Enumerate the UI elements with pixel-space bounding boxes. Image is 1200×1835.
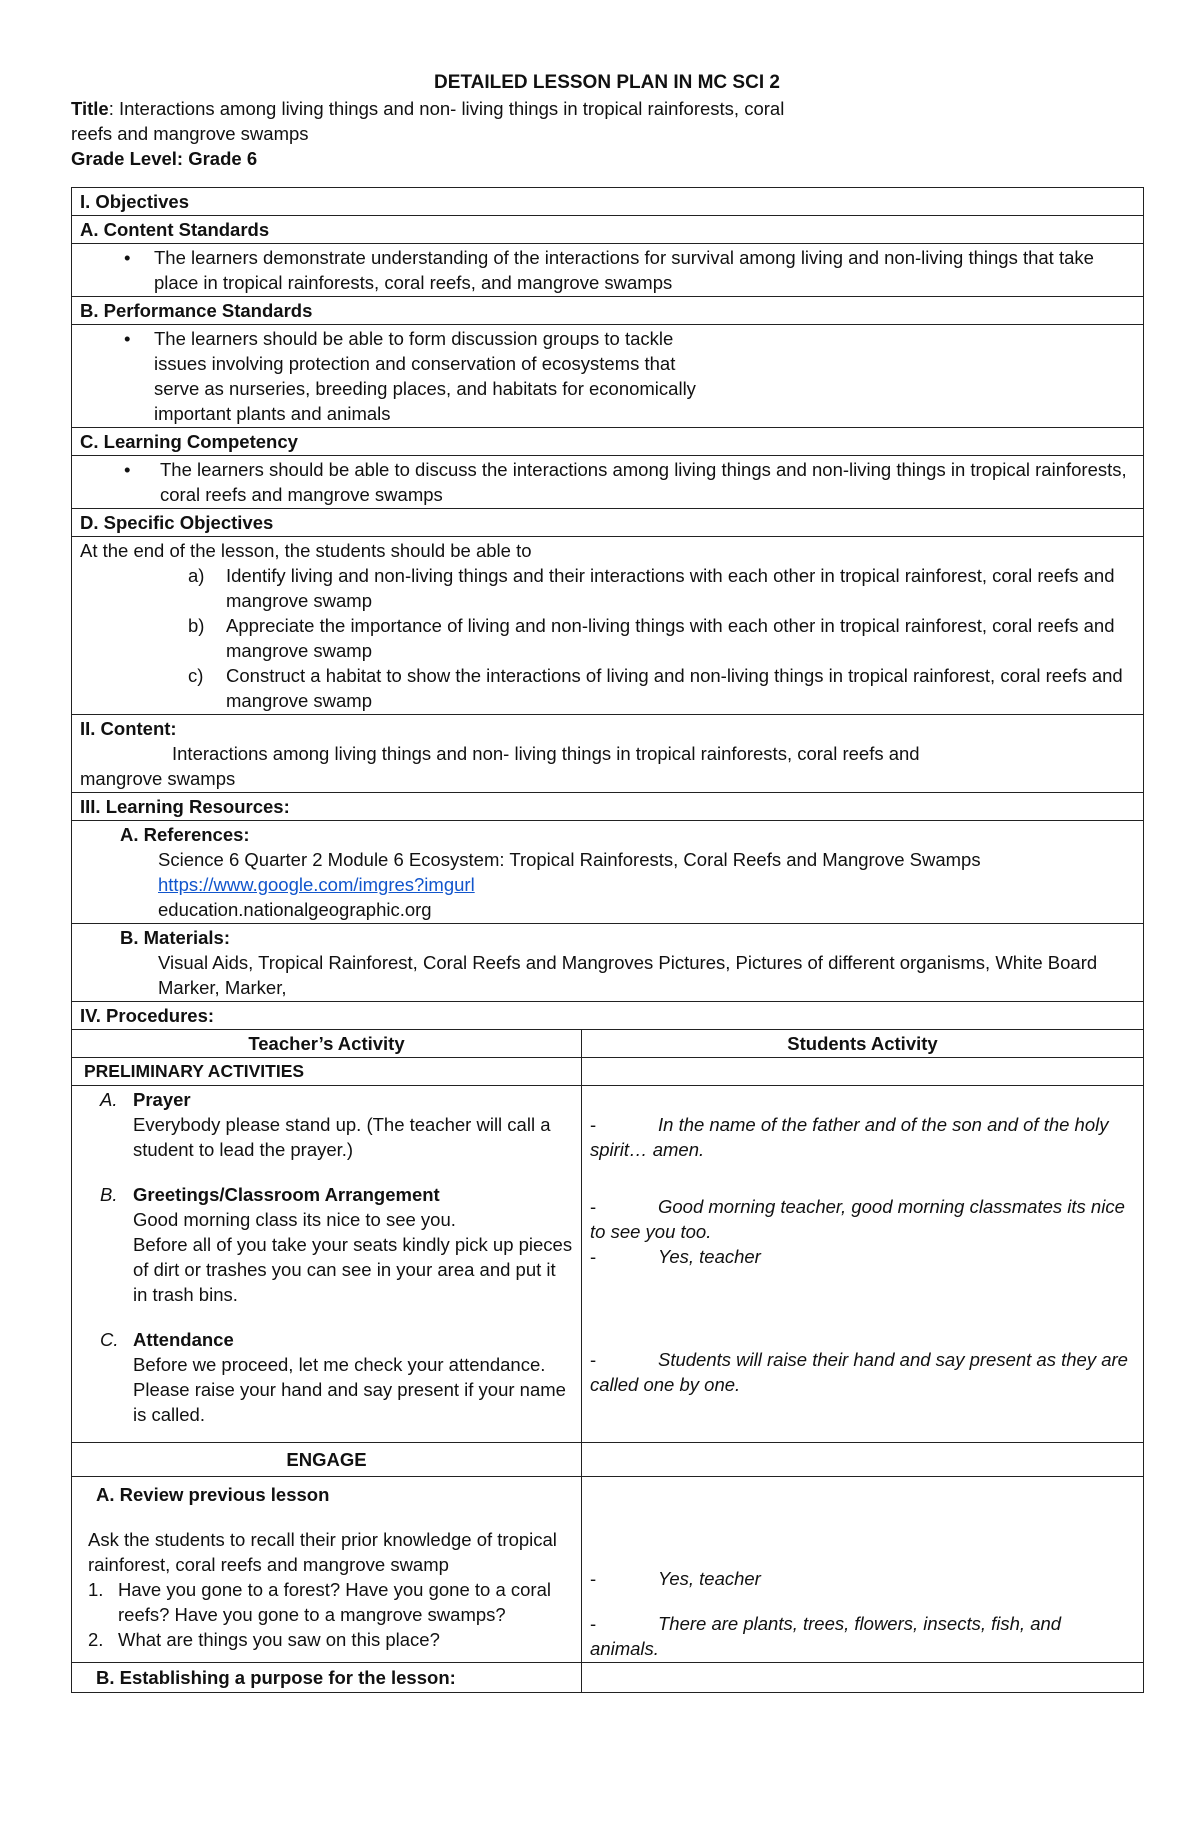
list-text: Appreciate the importance of living and non-living things with each other in tropical rainforest, coral reefs and mangrove swamp	[226, 615, 1115, 661]
specific-objectives-intro: At the end of the lesson, the students should be able to	[80, 540, 532, 561]
student-response	[590, 1566, 1135, 1591]
review-teacher-cell	[72, 1477, 582, 1663]
prayer-activity	[80, 1087, 573, 1162]
list-text: Have you gone to a forest? Have you gone to a coral reefs? Have you gone to a mangrove swamps?	[118, 1579, 551, 1625]
activity-marker: B.	[100, 1184, 118, 1205]
teacher-activity-header: Teacher’s Activity	[72, 1030, 582, 1058]
response-text: Yes, teacher	[658, 1568, 761, 1589]
lesson-title-line	[71, 96, 791, 146]
greetings-activity	[80, 1182, 573, 1307]
empty-cell	[582, 1443, 1144, 1477]
content-standards-label: A. Content Standards	[72, 216, 1144, 244]
attendance-activity	[80, 1327, 573, 1427]
list-marker: a)	[188, 565, 205, 586]
student-response	[590, 1244, 1135, 1269]
content-text-line2: mangrove swamps	[80, 768, 236, 789]
materials-text: Visual Aids, Tropical Rainforest, Coral Reefs and Mangroves Pictures, Pictures of different organisms, White Board Marker, Marker,	[158, 952, 1098, 998]
activity-text: Before all of you take your seats kindly pick up pieces of dirt or trashes you can see in your area and put it in trash bins.	[133, 1234, 573, 1305]
list-marker: 1.	[88, 1579, 104, 1600]
references-label: A. References:	[120, 824, 250, 845]
lesson-plan-page	[71, 70, 1143, 1693]
list-item	[188, 663, 1135, 713]
list-marker: b)	[188, 615, 205, 636]
purpose-label: B. Establishing a purpose for the lesson:	[72, 1663, 582, 1693]
materials-label: B. Materials:	[120, 927, 231, 948]
procedures-heading: IV. Procedures:	[72, 1002, 1144, 1030]
activity-marker: C.	[100, 1329, 119, 1350]
performance-line: serve as nurseries, breeding places, and habitats for economically	[154, 378, 696, 399]
student-response	[590, 1112, 1135, 1162]
list-item	[88, 1627, 573, 1652]
references-cell	[72, 821, 1144, 924]
response-dash: -	[590, 1568, 597, 1589]
content-text-line1: Interactions among living things and non- living things in tropical rainforests, coral reefs and	[172, 743, 920, 764]
content-heading: II. Content:	[80, 718, 177, 739]
grade-level-line	[71, 146, 1143, 171]
activity-marker: A.	[100, 1089, 118, 1110]
learning-competency-bullet: • The learners should be able to discuss the interactions among living things and non-living things in tropical rainforests, coral reefs and mangrove swamps	[80, 457, 1135, 507]
learning-competency-label: C. Learning Competency	[72, 428, 1144, 456]
response-text: There are plants, trees, flowers, insects, fish, and animals.	[590, 1613, 1062, 1659]
list-item	[188, 613, 1135, 663]
specific-objectives-label: D. Specific Objectives	[72, 509, 1144, 537]
reference-link[interactable]: https://www.google.com/imgres?imgurl	[158, 874, 475, 895]
students-activity-header: Students Activity	[582, 1030, 1144, 1058]
preliminary-teacher-cell	[72, 1086, 582, 1443]
review-intro: Ask the students to recall their prior knowledge of tropical rainforest, coral reefs and mangrove swamp	[88, 1529, 557, 1575]
student-response	[590, 1194, 1135, 1244]
lesson-plan-table	[71, 187, 1144, 1693]
activity-text: Everybody please stand up. (The teacher will call a student to lead the prayer.)	[133, 1114, 551, 1160]
student-response	[590, 1347, 1135, 1397]
resources-heading: III. Learning Resources:	[72, 793, 1144, 821]
response-text: Good morning teacher, good morning classmates its nice to see you too.	[590, 1196, 1125, 1242]
list-marker: 2.	[88, 1629, 104, 1650]
performance-line: • The learners should be able to form discussion groups to tackle	[154, 328, 674, 349]
specific-objectives-list	[80, 563, 1135, 713]
empty-cell	[582, 1663, 1144, 1693]
response-dash: -	[590, 1114, 597, 1135]
response-dash: -	[590, 1349, 597, 1370]
list-item	[188, 563, 1135, 613]
list-text: Identify living and non-living things and their interactions with each other in tropical rainforest, coral reefs and mangrove swamp	[226, 565, 1115, 611]
activity-title: Attendance	[133, 1329, 234, 1350]
materials-cell	[72, 924, 1144, 1002]
specific-objectives-cell	[72, 537, 1144, 715]
empty-cell	[582, 1058, 1144, 1086]
reference-item	[80, 872, 1135, 897]
performance-standards-cell	[72, 325, 1144, 428]
title-text: : Interactions among living things and non- living things in tropical rainforests, coral reefs and mangrove swamps	[71, 98, 785, 144]
objectives-heading: I. Objectives	[72, 188, 1144, 216]
document-title: DETAILED LESSON PLAN IN MC SCI 2	[434, 72, 780, 93]
title-label: Title	[71, 98, 109, 119]
content-standards-cell	[72, 244, 1144, 297]
content-cell	[72, 715, 1144, 793]
list-text: What are things you saw on this place?	[118, 1629, 440, 1650]
activity-text: Good morning class its nice to see you.	[133, 1209, 456, 1230]
reference-item: Science 6 Quarter 2 Module 6 Ecosystem: Tropical Rainforests, Coral Reefs and Mangrove Swamps	[158, 849, 981, 870]
grade-value: Grade 6	[188, 148, 258, 169]
grade-label: Grade Level:	[71, 148, 184, 169]
review-questions	[88, 1577, 573, 1652]
preliminary-students-cell	[582, 1086, 1144, 1443]
learning-competency-cell	[72, 456, 1144, 509]
response-dash: -	[590, 1196, 597, 1217]
response-text: Yes, teacher	[658, 1246, 761, 1267]
review-students-cell	[582, 1477, 1144, 1663]
list-text: Construct a habitat to show the interactions of living and non-living things in tropical rainforest, coral reefs and mangrove swamp	[226, 665, 1123, 711]
list-marker: c)	[188, 665, 204, 686]
response-dash: -	[590, 1246, 597, 1267]
performance-line: issues involving protection and conservation of ecosystems that	[154, 353, 676, 374]
performance-line: important plants and animals	[154, 403, 391, 424]
list-item	[88, 1577, 573, 1627]
performance-standards-label: B. Performance Standards	[72, 297, 1144, 325]
content-standards-bullet: • The learners demonstrate understanding of the interactions for survival among living and non-living things that take place in tropical rainforests, coral reefs, and mangrove swamps	[80, 245, 1135, 295]
engage-label: ENGAGE	[72, 1443, 582, 1477]
response-text: Students will raise their hand and say present as they are called one by one.	[590, 1349, 1128, 1395]
activity-title: Prayer	[133, 1089, 191, 1110]
activity-text: Before we proceed, let me check your attendance. Please raise your hand and say present if your name is called.	[133, 1354, 566, 1425]
response-dash: -	[590, 1613, 597, 1634]
review-title: A. Review previous lesson	[96, 1484, 330, 1505]
performance-standards-bullet	[80, 326, 1135, 426]
student-response	[590, 1611, 1135, 1661]
reference-item: education.nationalgeographic.org	[158, 899, 432, 920]
preliminary-activities-label: PRELIMINARY ACTIVITIES	[72, 1058, 582, 1086]
response-text: In the name of the father and of the son and of the holy spirit… amen.	[590, 1114, 1109, 1160]
activity-title: Greetings/Classroom Arrangement	[133, 1184, 440, 1205]
